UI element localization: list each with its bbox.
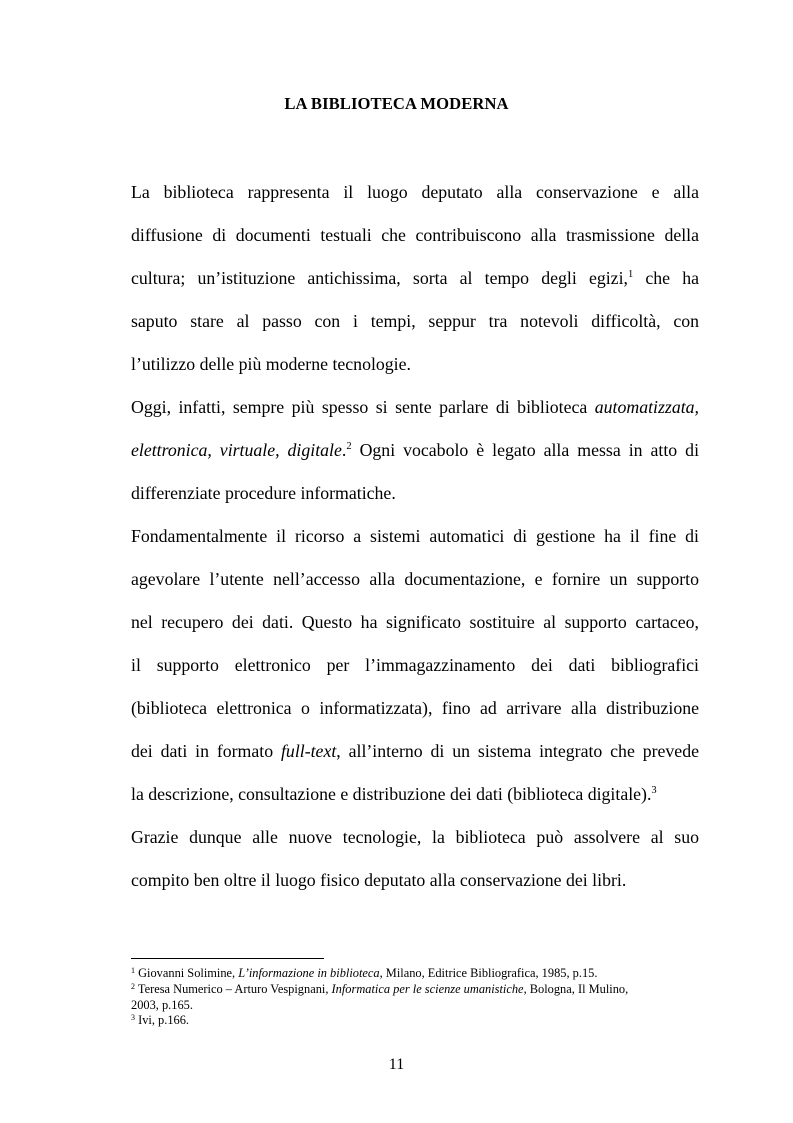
text: (biblioteca elettronica o informatizzata), fino ad arrivare alla distribuzione [131, 698, 699, 718]
text: agevolare l’utente nell’accesso alla documentazione, e fornire un supporto [131, 569, 699, 589]
italic-text: automatizzata, [594, 397, 699, 417]
text: che ha [633, 268, 699, 288]
text: La biblioteca rappresenta il luogo deputato alla conservazione e alla [131, 182, 699, 202]
footnote-3 [131, 1013, 701, 1027]
text: la descrizione, consultazione e distribuzione dei dati (biblioteca digitale). [131, 784, 652, 804]
body-line-9 [131, 524, 699, 548]
text: nel recupero dei dati. Questo ha significato sostituire al supporto cartaceo, [131, 612, 699, 632]
text: , Bologna, Il Mulino, [523, 982, 629, 996]
text: Fondamentalmente il ricorso a sistemi automatici di gestione ha il fine di [131, 526, 699, 546]
text: saputo stare al passo con i tempi, seppur tra notevoli difficoltà, con [131, 311, 699, 331]
italic-text: full-text [280, 741, 337, 761]
text: , all’interno di un sistema integrato che prevede [336, 741, 699, 761]
body-line-14 [131, 739, 699, 763]
footnote-separator [131, 958, 324, 959]
text: Oggi, infatti, sempre più spesso si sente parlare di biblioteca [131, 397, 595, 417]
body-line-10 [131, 567, 699, 591]
page-number: 11 [388, 1056, 405, 1073]
text: Grazie dunque alle nuove tecnologie, la biblioteca può assolvere al suo [131, 827, 699, 847]
body-line-6 [131, 395, 699, 419]
body-line-4 [131, 309, 699, 333]
italic-text: L’informazione in biblioteca [238, 966, 380, 980]
text: Ogni vocabolo è legato alla messa in atto di [351, 440, 700, 460]
body-line-5 [131, 352, 699, 376]
footnote-1 [131, 966, 701, 980]
footnote-ref-3: 3 [651, 785, 657, 796]
italic-text: elettronica, virtuale, digitale [131, 440, 342, 460]
body-line-15 [131, 782, 699, 806]
page-title: LA BIBLIOTECA MODERNA [284, 94, 509, 113]
text: l’utilizzo delle più moderne tecnologie. [131, 354, 411, 374]
text: Teresa Numerico – Arturo Vespignani, [135, 982, 332, 996]
body-line-17 [131, 868, 699, 892]
text: dei dati in formato [131, 741, 281, 761]
footnote-number: 3 [131, 1013, 135, 1022]
text: 2003, p.165. [131, 998, 193, 1012]
text: compito ben oltre il luogo fisico deputato alla conservazione dei libri. [131, 870, 627, 890]
italic-text: Informatica per le scienze umanistiche [331, 982, 524, 996]
body-line-1 [131, 180, 699, 204]
text: diffusione di documenti testuali che contribuiscono alla trasmissione della [131, 225, 699, 245]
body-line-11 [131, 610, 699, 634]
footnote-number: 1 [131, 966, 135, 975]
body-line-3 [131, 266, 699, 290]
body-line-2 [131, 223, 699, 247]
text: il supporto elettronico per l’immagazzinamento dei dati bibliografici [131, 655, 699, 675]
text: . [341, 440, 347, 460]
body-line-16 [131, 825, 699, 849]
footnote-ref-1: 1 [627, 269, 634, 280]
body-line-8 [131, 481, 699, 505]
text: differenziate procedure informatiche. [131, 483, 396, 503]
footnote-ref-2: 2 [346, 441, 352, 452]
text: Ivi, p.166. [135, 1013, 190, 1027]
footnote-2-continued [131, 998, 701, 1012]
footnote-number: 2 [131, 982, 135, 991]
body-line-7 [131, 438, 699, 462]
body-line-13 [131, 696, 699, 720]
text: Giovanni Solimine, [135, 966, 239, 980]
body-line-12 [131, 653, 699, 677]
footnote-2 [131, 982, 701, 996]
text: , Milano, Editrice Bibliografica, 1985, p.15. [379, 966, 598, 980]
text: cultura; un’istituzione antichissima, sorta al tempo degli egizi, [131, 268, 628, 288]
